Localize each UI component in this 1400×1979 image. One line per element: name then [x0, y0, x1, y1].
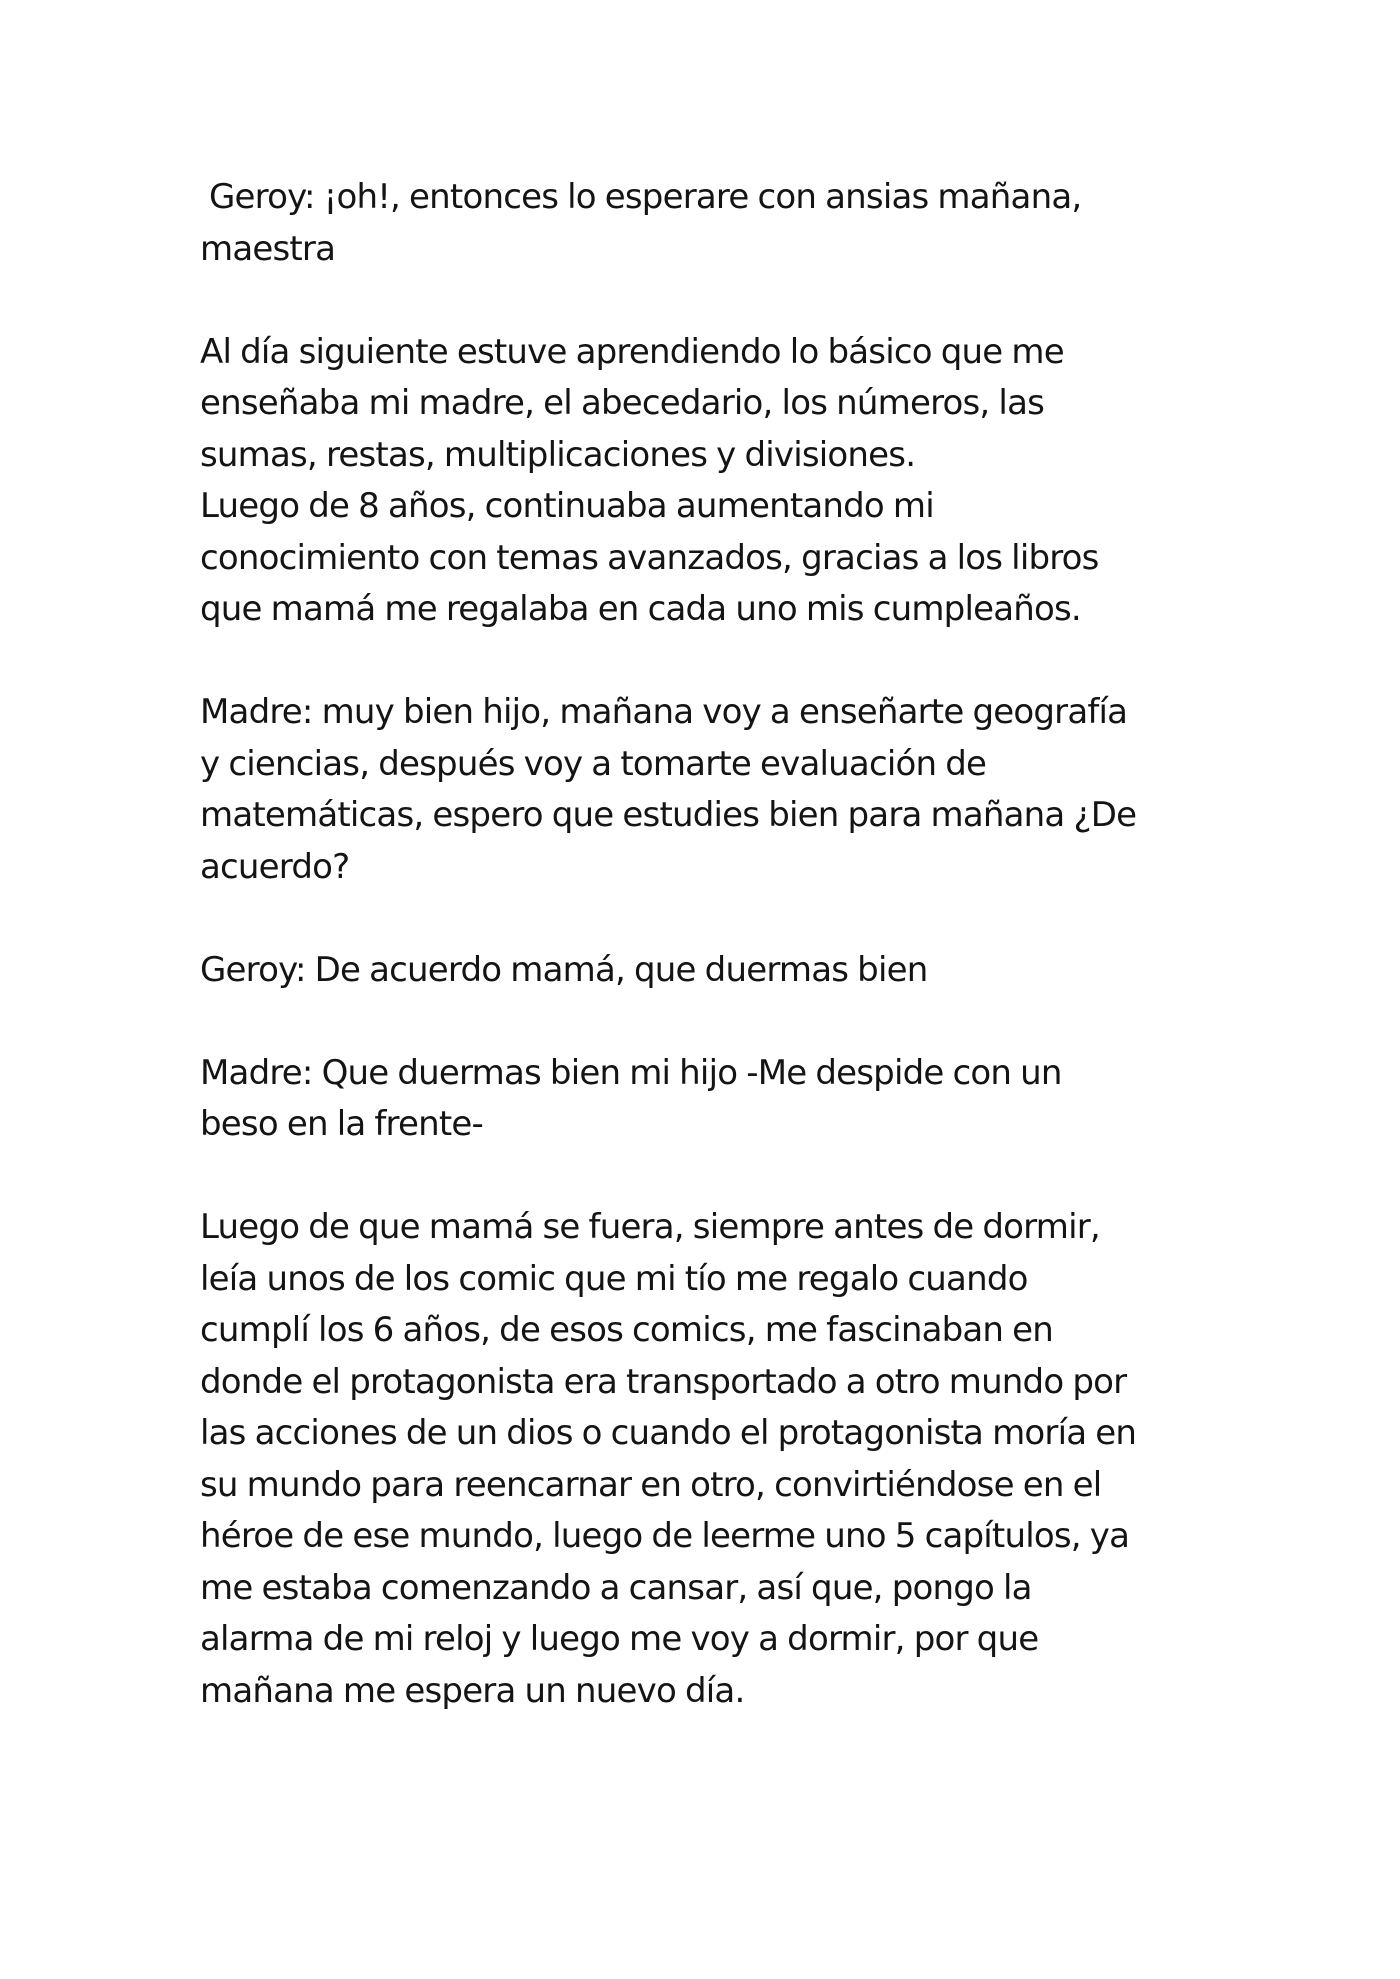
text-line: matemáticas, espero que estudies bien para mañana ¿De	[200, 795, 1137, 835]
paragraph-geroy-reply	[200, 945, 1220, 997]
text-line: héroe de ese mundo, luego de leerme uno 5 capítulos, ya	[200, 1516, 1130, 1556]
text-line: sumas, restas, multiplicaciones y divisiones.	[200, 434, 916, 475]
text-line: Madre: Que duermas bien mi hijo -Me despide con un	[200, 1052, 1062, 1093]
text-line: enseñaba mi madre, el abecedario, los números, las	[200, 383, 1045, 423]
text-line: conocimiento con temas avanzados, gracias a los libros	[200, 537, 1099, 578]
text-line: cumplí los 6 años, de esos comics, me fascinaban en	[200, 1310, 1054, 1350]
text-line: mañana me espera un nuevo día.	[200, 1670, 745, 1711]
paragraph-gap	[200, 893, 1220, 945]
text-line: y ciencias, después voy a tomarte evaluación de	[200, 743, 987, 784]
text-line: acuerdo?	[200, 846, 350, 887]
text-line: Luego de 8 años, continuaba aumentando mi	[200, 486, 934, 526]
text-line: alarma de mi reloj y luego me voy a dormir, por que	[200, 1619, 1039, 1659]
text-line: que mamá me regalaba en cada uno mis cumpleaños.	[200, 589, 1081, 629]
text-line: Al día siguiente estuve aprendiendo lo básico que me	[200, 331, 1064, 372]
text-line: Geroy: ¡oh!, entonces lo esperare con ansias mañana,	[200, 177, 1082, 217]
paragraph-gap	[200, 275, 1220, 327]
paragraph-geroy-intro	[200, 172, 1220, 275]
paragraph-gap	[200, 636, 1220, 688]
text-line: leía unos de los comic que mi tío me regalo cuando	[200, 1258, 1028, 1299]
paragraph-gap	[200, 996, 1220, 1048]
text-line: Geroy: De acuerdo mamá, que duermas bien	[200, 949, 928, 990]
text-line: beso en la frente-	[200, 1104, 483, 1144]
text-line: Madre: muy bien hijo, mañana voy a enseñarte geografía	[200, 692, 1128, 732]
text-line: donde el protagonista era transportado a otro mundo por	[200, 1361, 1127, 1402]
paragraph-madre-lesson	[200, 687, 1220, 893]
text-line: las acciones de un dios o cuando el protagonista moría en	[200, 1413, 1137, 1453]
paragraph-madre-goodnight	[200, 1048, 1220, 1151]
text-line: Luego de que mamá se fuera, siempre antes de dormir,	[200, 1207, 1100, 1247]
paragraph-comics	[200, 1202, 1220, 1717]
paragraph-gap	[200, 1151, 1220, 1203]
text-line: maestra	[200, 228, 336, 269]
text-line: su mundo para reencarnar en otro, convirtiéndose en el	[200, 1464, 1102, 1505]
text-line: me estaba comenzando a cansar, así que, pongo la	[200, 1567, 1032, 1608]
text-column	[200, 172, 1220, 1717]
paragraph-learning	[200, 327, 1220, 636]
